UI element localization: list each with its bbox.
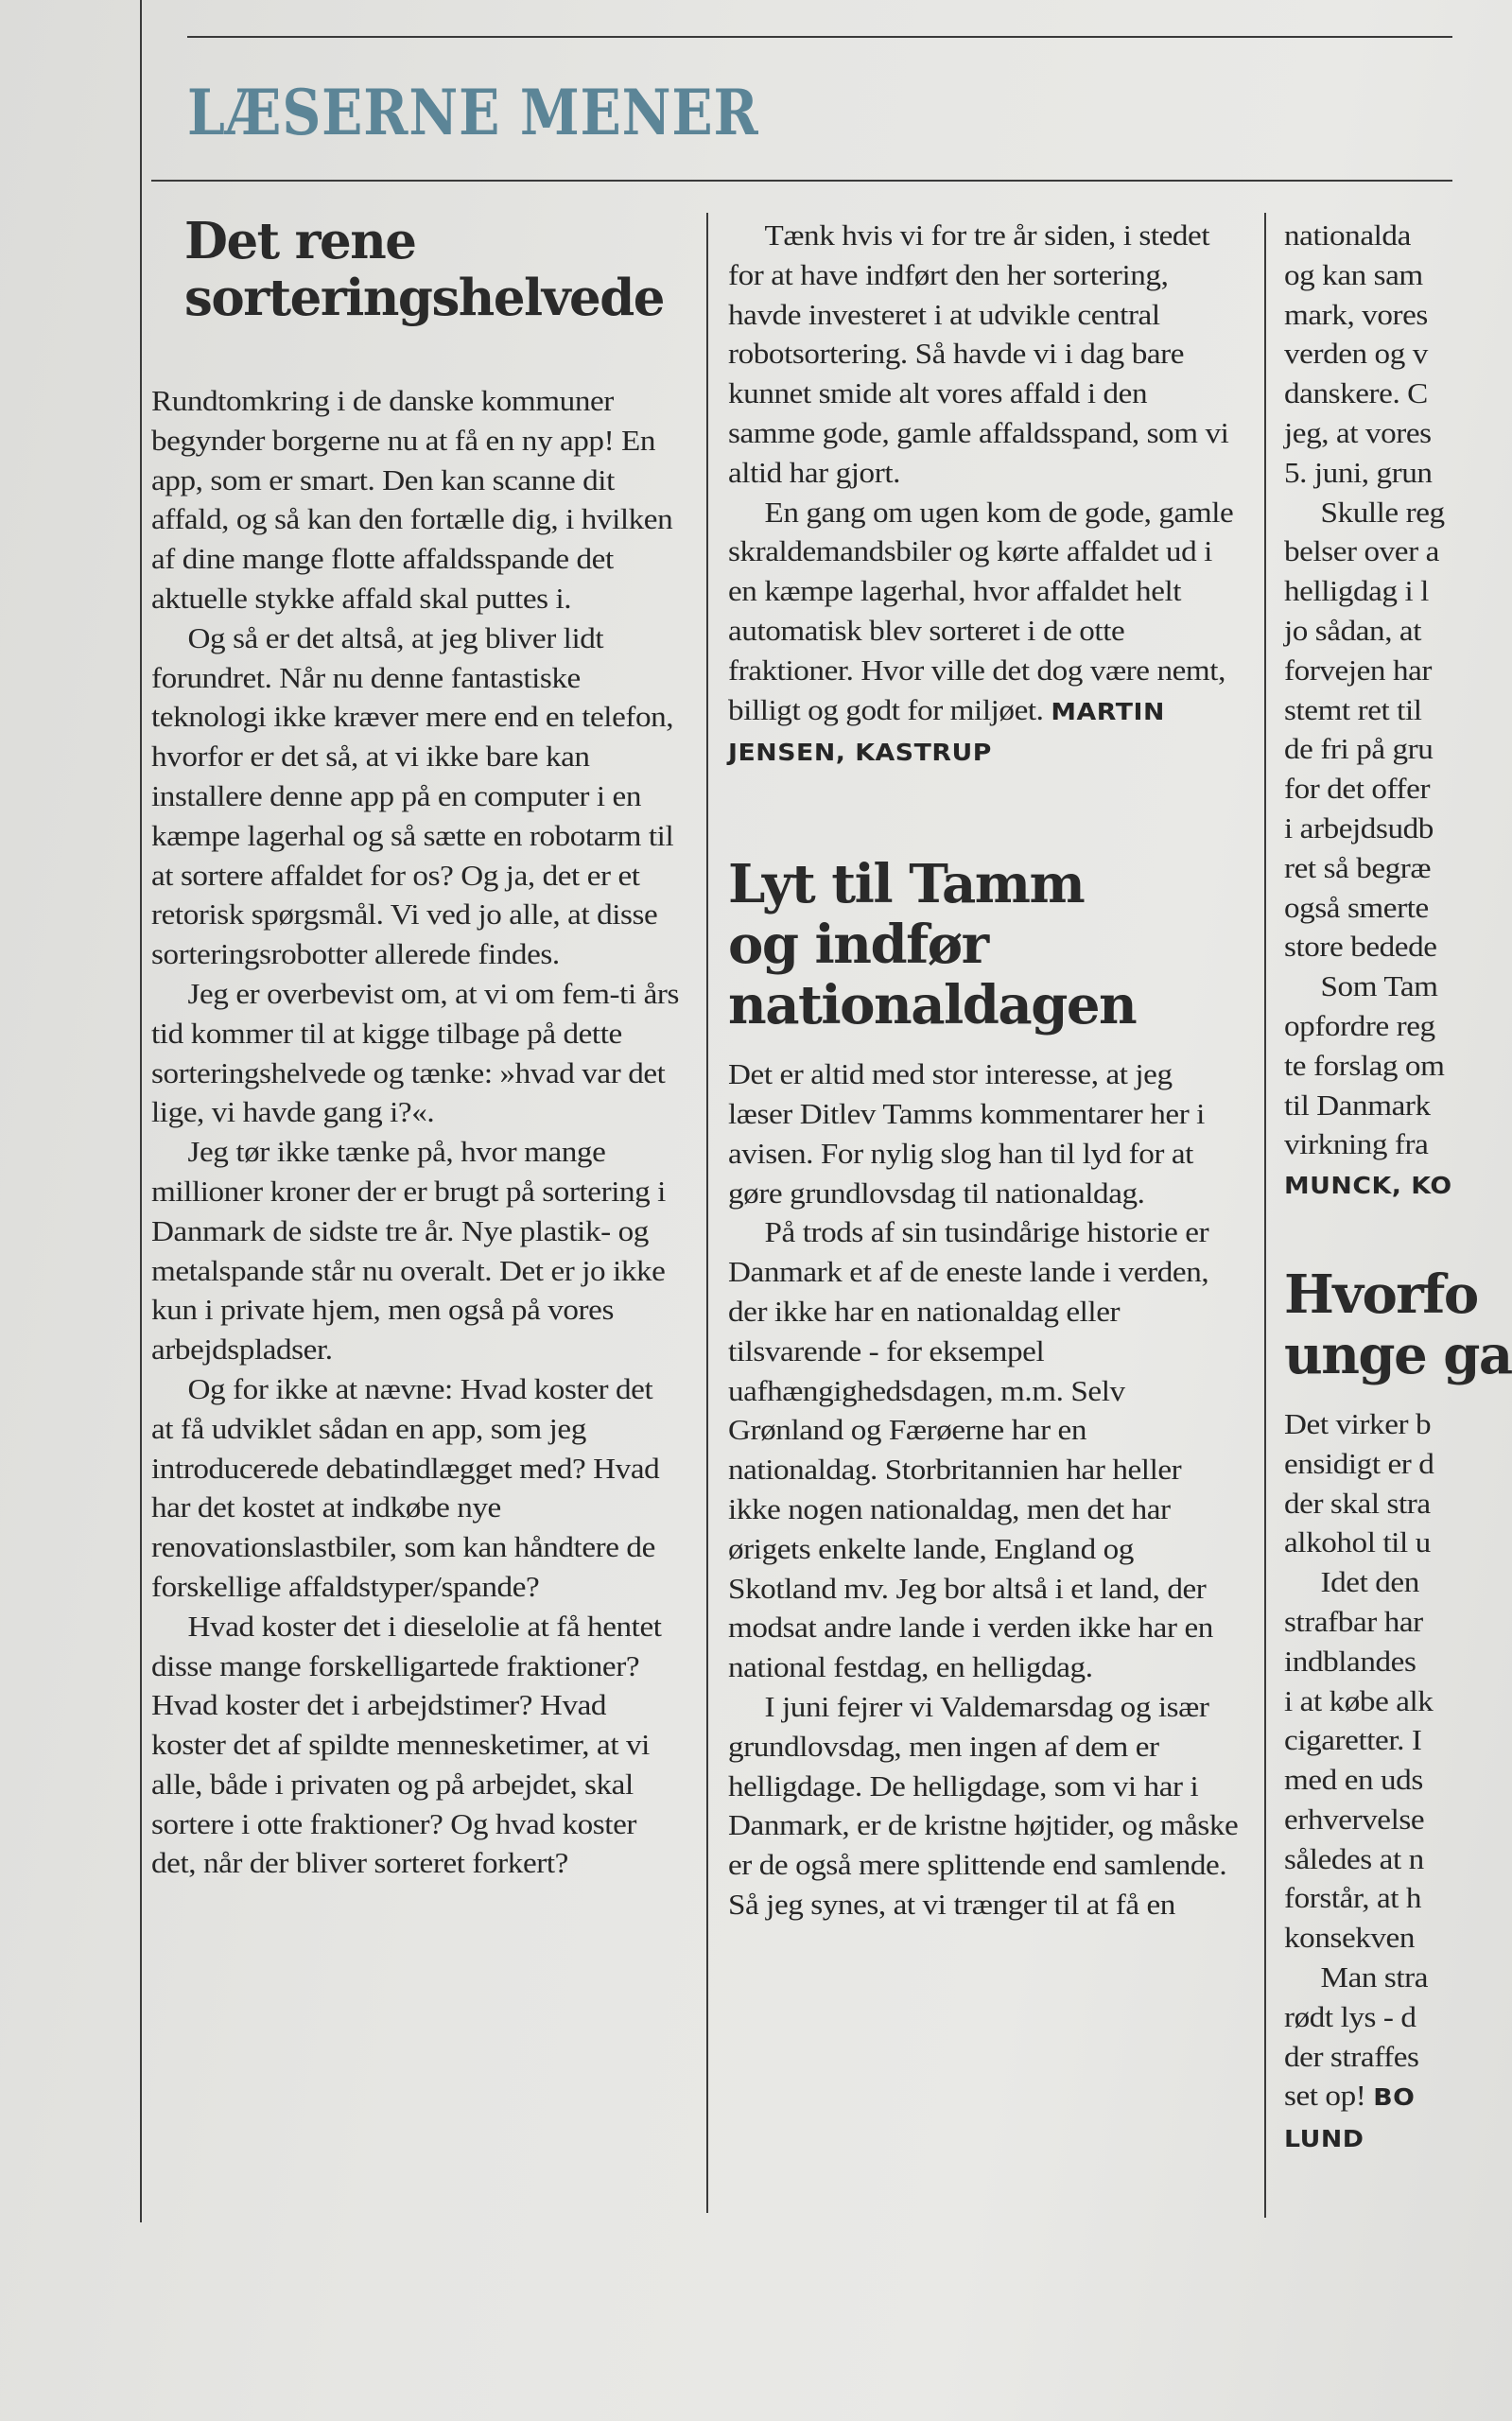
text-line: der skal stra xyxy=(1284,1486,1431,1520)
article-youth-headline: Hvorfo unge ga xyxy=(1284,1263,1512,1386)
paragraph: I juni fejrer vi Valdemarsdag og især grundlovsdag, men ingen af dem er helligdage. De helligdage, som vi har i Danmark, er de kristne højtider, og måske er de også mere splittende end samlende. Så jeg synes, at vi trænger til at få en xyxy=(728,1689,1239,1921)
text-line: også smerte xyxy=(1284,890,1429,924)
paragraph: En gang om ugen kom de gode, gamle skraldemandsbiler og kørte affaldet ud i en kæmpe lagerhal, hvor affaldet helt automatisk blev sorteret i de otte fraktioner. Hvor ville det dog være nemt, billigt og godt for miljøet. MARTIN JENSEN, KASTRUP xyxy=(728,495,1234,767)
paragraph: Rundtomkring i de danske kommuner begynder borgerne nu at få en ny app! En app, som er smart. Den kan scanne dit affald, og så kan den fortælle dig, i hvilken af dine mange flotte affaldsspande det aktuelle stykke affald skal puttes i. xyxy=(151,384,673,615)
text-line: 5. juni, grun xyxy=(1284,455,1433,489)
text-line: Man stra xyxy=(1320,1960,1429,1994)
text-line: opfordre reg xyxy=(1284,1008,1435,1042)
text-line: set op! BO xyxy=(1284,2079,1416,2113)
article-nationalday-headline: Lyt til Tamm og indfør nationaldagen xyxy=(728,853,1137,1037)
nationalday-continuation xyxy=(1284,216,1502,1206)
paragraph: Og så er det altså, at jeg bliver lidt forundret. Når nu denne fantastiske teknologi ikke kræver mere end en telefon, hvorfor er det så, at vi ikke bare kan installere denne app på en computer i en kæmpe lagerhal og så sætte en robotarm til at sortere affaldet for os? Og ja, det er et retorisk spørgsmål. Vi ved jo alle, at disse sorteringsrobotter allerede findes. xyxy=(151,620,674,971)
text-line xyxy=(1284,1164,1502,1206)
paragraph: Hvad koster det i dieselolie at få hentet disse mange forskelligartede fraktioner? Hvad koster det i arbejdstimer? Hvad koster det af spildte mennesketimer, at vi alle, både i privaten og på arbejdet, skal sortere i otte fraktioner? Og hvad koster det, når der bliver sorteret forkert? xyxy=(151,1609,662,1880)
text-line: således at n xyxy=(1284,1841,1424,1875)
article-sorting-headline: Det rene sorteringshelvede xyxy=(184,212,664,327)
text-line: alkohol til u xyxy=(1284,1525,1431,1559)
middle-column xyxy=(728,216,1239,2202)
text-line: Skulle reg xyxy=(1320,495,1445,529)
article-sorting-body xyxy=(151,381,681,1883)
paragraph: Tænk hvis vi for tre år siden, i stedet for at have indført den her sortering, havde investeret i at udvikle central robotsortering. Så havde vi i dag bare kunnet smide alt vores affald i den samme gode, gamle affaldsspand, som vi altid har gjort. xyxy=(728,218,1229,489)
paragraph: Det er altid med stor interesse, at jeg læser Ditlev Tamms kommentarer her i avisen. For nylig slog han til lyd for at gøre grundlovsdag til nationaldag. xyxy=(728,1057,1205,1210)
right-column-cropped xyxy=(1284,216,1512,2221)
text-line: forvejen har xyxy=(1284,653,1433,687)
article-nationalday-body xyxy=(728,1054,1239,1925)
text-line: belser over a xyxy=(1284,534,1439,568)
text-line: indblandes xyxy=(1284,1644,1416,1678)
text-line: te forslag om xyxy=(1284,1048,1445,1082)
section-title: LÆSERNE MENER xyxy=(187,76,759,149)
text-line: nationalda xyxy=(1284,218,1411,252)
text-line: der straffes xyxy=(1284,2039,1419,2073)
top-rule xyxy=(187,36,1452,38)
text-line: i arbejdsudb xyxy=(1284,810,1434,845)
youth-byline-cont: LUND xyxy=(1284,2125,1364,2153)
text-line: danskere. C xyxy=(1284,376,1428,410)
column-divider-2 xyxy=(1264,213,1266,2218)
nationalday-byline: MUNCK, KO xyxy=(1284,1172,1452,1200)
text-line: strafbar har xyxy=(1284,1604,1423,1638)
text-line: virkning fra xyxy=(1284,1127,1429,1161)
text-line: mark, vores xyxy=(1284,297,1428,331)
column-divider-1 xyxy=(706,213,708,2213)
page-left-border xyxy=(140,0,142,2222)
paragraph: Og for ikke at nævne: Hvad koster det at få udviklet sådan en app, som jeg introducerede debatindlægget med? Hvad har det kostet at indkøbe nye renovationslastbiler, som kan håndtere de forskellige affaldstyper/spande? xyxy=(151,1371,660,1603)
text-line: rødt lys - d xyxy=(1284,1999,1416,2033)
article-sorting-byline: MARTIN JENSEN, KASTRUP xyxy=(728,697,1165,767)
paragraph: På trods af sin tusindårige historie er Danmark et af de eneste lande i verden, der ikke har en nationaldag eller tilsvarende - for eksempel uafhængighedsdagen, m.m. Selv Grønland og Færøerne har en nationaldag. Storbritannien har heller ikke nogen nationaldag, men det har ørigets enkelte lande, England og Skotland mv. Jeg bor altså i et land, der modsat andre lande i verden ikke har en national festdag, en helligdag. xyxy=(728,1215,1213,1684)
article-sorting-column xyxy=(151,213,681,2199)
youth-byline: BO xyxy=(1373,2083,1416,2112)
text-line: Idet den xyxy=(1320,1565,1419,1599)
text-line: med en uds xyxy=(1284,1763,1423,1797)
text-line: for det offer xyxy=(1284,772,1431,806)
text-line: verden og v xyxy=(1284,337,1428,371)
text-line: ensidigt er d xyxy=(1284,1446,1434,1480)
text-line: i at købe alk xyxy=(1284,1683,1434,1717)
text-line: jo sådan, at xyxy=(1284,613,1422,647)
article-youth-body xyxy=(1284,1404,1502,2159)
text-line: helligdag i l xyxy=(1284,574,1429,608)
text-line: og kan sam xyxy=(1284,257,1423,291)
text-line: store bedede xyxy=(1284,930,1437,964)
text-line: ret så begræ xyxy=(1284,850,1432,884)
paragraph: Jeg er overbevist om, at vi om fem-ti års tid kommer til at kigge tilbage på dette sorteringshelvede og tænke: »hvad var det lige, vi havde gang i?«. xyxy=(151,976,680,1129)
text-line: konsekven xyxy=(1284,1921,1416,1955)
text-line: cigaretter. I xyxy=(1284,1723,1422,1757)
text-line xyxy=(1284,2117,1502,2159)
text-line: jeg, at vores xyxy=(1284,415,1432,449)
text-line: stemt ret til xyxy=(1284,692,1422,726)
text-line: Som Tam xyxy=(1320,969,1438,1003)
text-line: de fri på gru xyxy=(1284,732,1434,766)
text-line: Det virker b xyxy=(1284,1406,1432,1440)
text-line: erhvervelse xyxy=(1284,1802,1425,1836)
paragraph: Jeg tør ikke tænke på, hvor mange millioner kroner der er brugt på sortering i Danmark de sidste tre år. Nye plastik- og metalspande står nu overalt. Det er jo ikke kun i private hjem, men også på vores arbejdspladser. xyxy=(151,1135,666,1367)
text-line: til Danmark xyxy=(1284,1088,1431,1122)
header-underline xyxy=(151,180,1452,182)
text-line: forstår, at h xyxy=(1284,1881,1422,1915)
